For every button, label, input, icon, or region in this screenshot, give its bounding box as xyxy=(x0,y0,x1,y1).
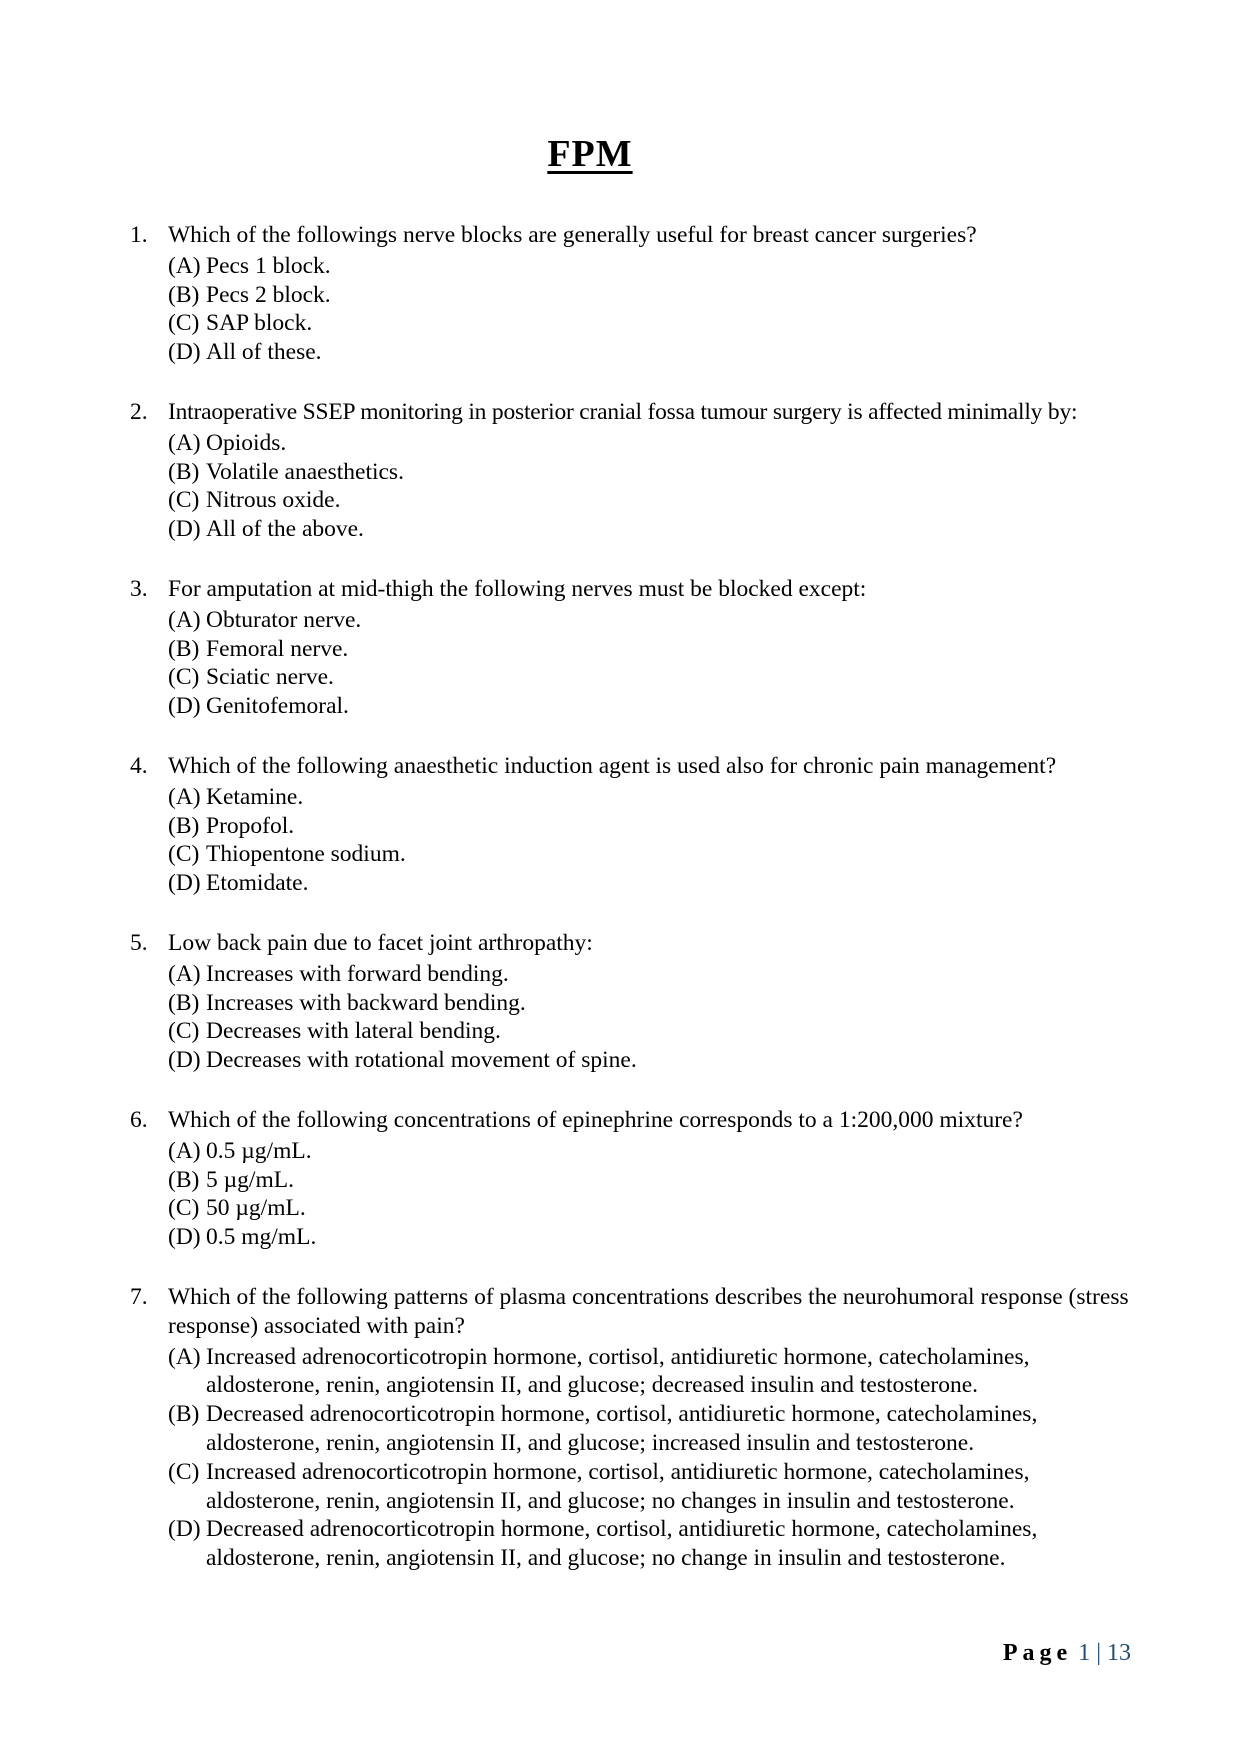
question-number: 3. xyxy=(130,576,148,602)
page-separator: | xyxy=(1096,1640,1101,1666)
option-label: (C) xyxy=(168,1195,200,1222)
option-c xyxy=(168,309,1190,338)
option-a xyxy=(168,606,1190,635)
option-label: (C) xyxy=(168,487,200,514)
question-stem xyxy=(130,752,1190,781)
option-b xyxy=(168,458,1210,487)
option-d xyxy=(168,1223,1190,1252)
option-text: All of the above. xyxy=(206,516,364,543)
option-label: (B) xyxy=(168,635,200,662)
option-text: Increased adrenocorticotropin hormone, cortisol, antidiuretic hormone, catecholamines, aldosterone, renin, angiotensin II, and glucose; no changes in insulin and testosterone. xyxy=(206,1458,1030,1514)
option-label: (A) xyxy=(168,1137,201,1164)
option-text: Decreased adrenocorticotropin hormone, cortisol, antidiuretic hormone, catecholamines, aldosterone, renin, angiotensin II, and glucose; increased insulin and testosterone. xyxy=(206,1401,1038,1456)
option-label: (A) xyxy=(168,429,201,456)
option-text: Opioids. xyxy=(206,429,287,456)
options-list xyxy=(168,960,1190,1075)
option-b xyxy=(168,1400,1130,1458)
option-label: (D) xyxy=(168,339,201,366)
options-list xyxy=(168,429,1210,544)
option-text: All of these. xyxy=(206,339,322,366)
option-label: (B) xyxy=(168,989,200,1016)
options-list xyxy=(168,252,1190,367)
option-d xyxy=(168,338,1190,367)
option-label: (A) xyxy=(168,783,201,810)
options-list xyxy=(168,783,1190,898)
question-number: 5. xyxy=(130,930,148,956)
question-stem xyxy=(130,929,1190,958)
option-text: Sciatic nerve. xyxy=(206,664,334,691)
option-text: Increased adrenocorticotropin hormone, cortisol, antidiuretic hormone, catecholamines, aldosterone, renin, angiotensin II, and glucose; decreased insulin and testosterone. xyxy=(206,1343,1030,1399)
option-label: (D) xyxy=(168,1224,201,1251)
option-label: (C) xyxy=(168,1018,200,1045)
option-c xyxy=(168,486,1210,515)
option-a xyxy=(168,783,1190,812)
option-c xyxy=(168,663,1190,692)
option-text: Increases with forward bending. xyxy=(206,960,509,987)
option-label: (B) xyxy=(168,812,200,839)
options-list xyxy=(168,1137,1190,1252)
option-label: (A) xyxy=(168,960,201,987)
question-stem xyxy=(130,221,1190,250)
question-3 xyxy=(130,575,1190,721)
option-b xyxy=(168,989,1190,1018)
option-label: (C) xyxy=(168,1458,200,1485)
option-text: 0.5 µg/mL. xyxy=(206,1137,312,1164)
page-number: 1 xyxy=(1078,1640,1091,1666)
option-text: Ketamine. xyxy=(206,783,304,810)
option-c xyxy=(168,1458,1130,1516)
option-d xyxy=(168,692,1190,721)
option-text: Etomidate. xyxy=(206,870,309,897)
question-stem xyxy=(130,575,1190,604)
question-text: Which of the following patterns of plasma concentrations describes the neurohumoral response (stress response) associated with pain? xyxy=(168,1284,1129,1339)
option-text: Propofol. xyxy=(206,812,295,839)
option-text: Pecs 2 block. xyxy=(206,281,331,308)
options-list xyxy=(168,606,1190,721)
option-text: Increases with backward bending. xyxy=(206,989,526,1016)
option-label: (B) xyxy=(168,1401,200,1428)
option-text: Nitrous oxide. xyxy=(206,487,341,514)
question-text: Which of the following anaesthetic induction agent is used also for chronic pain management? xyxy=(168,753,1057,779)
question-2 xyxy=(130,398,1210,544)
option-d xyxy=(168,1515,1130,1573)
option-text: Pecs 1 block. xyxy=(206,252,331,279)
option-d xyxy=(168,869,1190,898)
option-label: (A) xyxy=(168,1343,201,1370)
option-b xyxy=(168,812,1190,841)
option-label: (C) xyxy=(168,841,200,868)
option-a xyxy=(168,960,1190,989)
document-title: FPM xyxy=(547,133,633,175)
option-a xyxy=(168,429,1210,458)
option-text: Genitofemoral. xyxy=(206,693,349,720)
option-c xyxy=(168,1017,1190,1046)
option-text: Volatile anaesthetics. xyxy=(206,458,404,485)
page-footer xyxy=(1003,1640,1131,1667)
page-label: Page xyxy=(1002,1640,1073,1666)
option-label: (D) xyxy=(168,870,201,897)
option-label: (C) xyxy=(168,664,200,691)
question-number: 4. xyxy=(130,753,148,779)
option-text: Obturator nerve. xyxy=(206,606,362,633)
option-label: (D) xyxy=(168,516,201,543)
option-label: (D) xyxy=(168,1516,201,1543)
question-6 xyxy=(130,1106,1190,1252)
option-a xyxy=(168,1137,1190,1166)
question-stem xyxy=(130,1106,1190,1135)
question-7 xyxy=(130,1283,1130,1573)
question-number: 1. xyxy=(130,222,148,248)
option-text: 5 µg/mL. xyxy=(206,1166,294,1193)
option-c xyxy=(168,1194,1190,1223)
option-text: Femoral nerve. xyxy=(206,635,349,662)
total-pages: 13 xyxy=(1107,1640,1131,1666)
question-4 xyxy=(130,752,1190,898)
option-text: SAP block. xyxy=(206,310,313,337)
option-label: (D) xyxy=(168,693,201,720)
option-b xyxy=(168,1166,1190,1195)
option-b xyxy=(168,635,1190,664)
option-a xyxy=(168,252,1190,281)
option-b xyxy=(168,281,1190,310)
option-c xyxy=(168,840,1190,869)
option-label: (B) xyxy=(168,281,200,308)
question-stem xyxy=(130,1283,1130,1341)
option-label: (D) xyxy=(168,1047,201,1074)
question-1 xyxy=(130,221,1190,367)
question-text: Low back pain due to facet joint arthropathy: xyxy=(168,930,593,956)
option-text: 0.5 mg/mL. xyxy=(206,1224,317,1251)
option-label: (B) xyxy=(168,1166,200,1193)
option-label: (A) xyxy=(168,606,201,633)
option-text: Decreases with lateral bending. xyxy=(206,1018,501,1045)
option-d xyxy=(168,515,1210,544)
question-text: Which of the followings nerve blocks are generally useful for breast cancer surgeries? xyxy=(168,222,977,248)
option-text: Decreases with rotational movement of spine. xyxy=(206,1047,637,1074)
question-number: 2. xyxy=(130,399,148,425)
option-label: (B) xyxy=(168,458,200,485)
question-number: 7. xyxy=(130,1284,148,1310)
question-text: For amputation at mid-thigh the following nerves must be blocked except: xyxy=(168,576,867,602)
option-text: Thiopentone sodium. xyxy=(206,841,406,868)
question-number: 6. xyxy=(130,1107,148,1133)
option-d xyxy=(168,1046,1190,1075)
option-text: Decreased adrenocorticotropin hormone, cortisol, antidiuretic hormone, catecholamines, aldosterone, renin, angiotensin II, and glucose; no change in insulin and testosterone. xyxy=(206,1516,1038,1572)
question-5 xyxy=(130,929,1190,1075)
question-text: Which of the following concentrations of epinephrine corresponds to a 1:200,000 mixture? xyxy=(168,1107,1023,1133)
question-stem xyxy=(130,398,1210,427)
option-a xyxy=(168,1343,1130,1401)
option-label: (A) xyxy=(168,252,201,279)
question-text: Intraoperative SSEP monitoring in posterior cranial fossa tumour surgery is affected minimally by: xyxy=(168,399,1078,425)
options-list xyxy=(168,1343,1130,1573)
option-label: (C) xyxy=(168,310,200,337)
option-text: 50 µg/mL. xyxy=(206,1195,306,1222)
